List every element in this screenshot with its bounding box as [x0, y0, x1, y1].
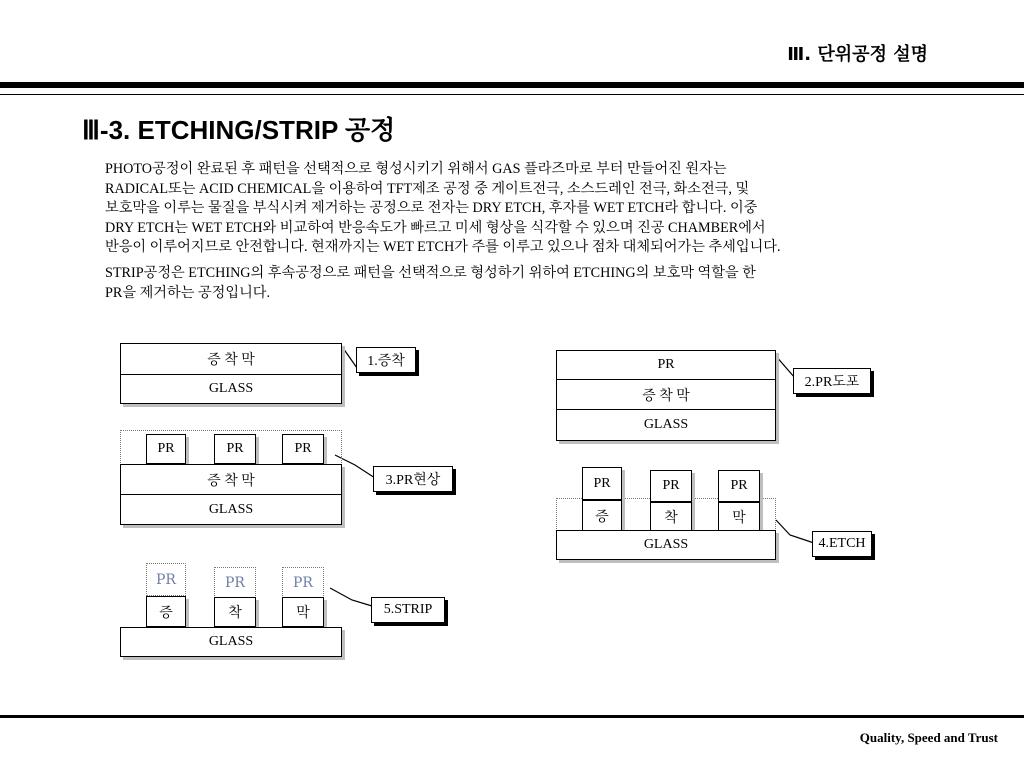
- film-pattern: [214, 597, 256, 627]
- step-label-text: 3.PR현상: [385, 473, 441, 488]
- pr-pattern: [282, 434, 324, 464]
- pr-label: PR: [657, 357, 675, 372]
- pr-label: PR: [662, 478, 680, 493]
- pr-pattern: [650, 470, 692, 502]
- film-label: 증 착 막: [207, 353, 255, 368]
- pr-label: PR: [156, 571, 176, 588]
- step-label-deposition: [356, 347, 416, 373]
- glass-layer: [120, 494, 342, 525]
- pr-pattern: [582, 467, 622, 500]
- connector-step4: [776, 520, 814, 543]
- paragraph-line: 반응이 이루어지므로 안전합니다. 현재까지는 WET ETCH가 주를 이루고 있으나 점차 대체되어가는 추세입니다.: [105, 239, 781, 255]
- glass-layer: [120, 374, 342, 404]
- glass-layer: [120, 627, 342, 657]
- film-char: 착: [664, 510, 678, 526]
- glass-label: GLASS: [208, 501, 254, 517]
- film-char: 막: [296, 606, 310, 621]
- paragraph-line: 보호막을 이루는 물질을 부식시켜 제거하는 공정으로 전자는 DRY ETCH, 후자를 WET ETCH라 합니다. 이중: [105, 200, 758, 216]
- header-title: Ⅲ. 단위공정 설명: [787, 44, 928, 65]
- step-label-strip: [371, 597, 445, 623]
- pr-pattern: [214, 434, 256, 464]
- step-label-etch: [812, 531, 872, 557]
- pr-label: PR: [226, 441, 244, 456]
- film-layer: [556, 379, 776, 410]
- pr-layer: [556, 350, 776, 380]
- film-pattern: [650, 502, 692, 531]
- paragraph-line: PR을 제거하는 공정입니다.: [105, 284, 271, 301]
- film-pattern: [718, 502, 760, 531]
- step-label-text: 4.ETCH: [818, 536, 866, 551]
- connector-step5: [330, 588, 372, 606]
- footer-slogan: Quality, Speed and Trust: [859, 730, 998, 745]
- pr-label: PR: [225, 574, 245, 591]
- step-label-text: 1.증착: [367, 354, 405, 369]
- pr-pattern: [718, 470, 760, 502]
- film-char: 증: [159, 605, 173, 621]
- film-label: 증 착 막: [642, 388, 690, 404]
- step-label-text: 5.STRIP: [383, 602, 433, 617]
- film-pattern: [282, 597, 324, 627]
- glass-label: GLASS: [208, 634, 254, 649]
- step-label-pr-development: [373, 466, 453, 492]
- paragraph-line: PHOTO공정이 완료된 후 패턴을 선택적으로 형성시키기 위해서 GAS 플라즈마로 부터 만들어진 원자는: [105, 161, 727, 177]
- film-pattern: [146, 596, 186, 627]
- step-label-pr-coating: [793, 368, 871, 394]
- glass-label: GLASS: [643, 417, 689, 432]
- pr-label: PR: [730, 478, 748, 493]
- glass-layer: [556, 530, 776, 560]
- film-layer: [120, 464, 342, 495]
- glass-layer: [556, 409, 776, 441]
- film-label: 증 착 막: [207, 473, 255, 489]
- glass-label: GLASS: [208, 381, 254, 396]
- film-char: 착: [228, 606, 242, 621]
- pr-pattern: [146, 434, 186, 464]
- paragraph-line: RADICAL또는 ACID CHEMICAL을 이용하여 TFT제조 공정 중 게이트전극, 소스드레인 전극, 화소전극, 및: [105, 180, 750, 197]
- pr-label: PR: [294, 441, 312, 456]
- pr-label: PR: [593, 475, 611, 491]
- stripped-pr-ghost: [282, 567, 324, 598]
- footer-rule: [0, 715, 1024, 718]
- stripped-pr-ghost: [214, 567, 256, 598]
- film-char: 막: [732, 510, 746, 526]
- pr-label: PR: [157, 441, 175, 456]
- film-layer: [120, 343, 342, 375]
- pr-label: PR: [293, 574, 313, 591]
- stripped-pr-ghost: [146, 563, 186, 596]
- step-label-text: 2.PR도포: [804, 375, 860, 390]
- film-pattern: [582, 500, 622, 531]
- paragraph-line: STRIP공정은 ETCHING의 후속공정으로 패턴을 선택적으로 형성하기 위하여 ETCHING의 보호막 역할을 한: [105, 265, 756, 281]
- film-char: 증: [595, 509, 609, 525]
- glass-label: GLASS: [643, 537, 689, 552]
- section-title: Ⅲ-3. ETCHING/STRIP 공정: [82, 115, 396, 145]
- paragraph-line: DRY ETCH는 WET ETCH와 비교하여 반응속도가 빠르고 미세 형상을 식각할 수 있으며 진공 CHAMBER에서: [105, 219, 766, 236]
